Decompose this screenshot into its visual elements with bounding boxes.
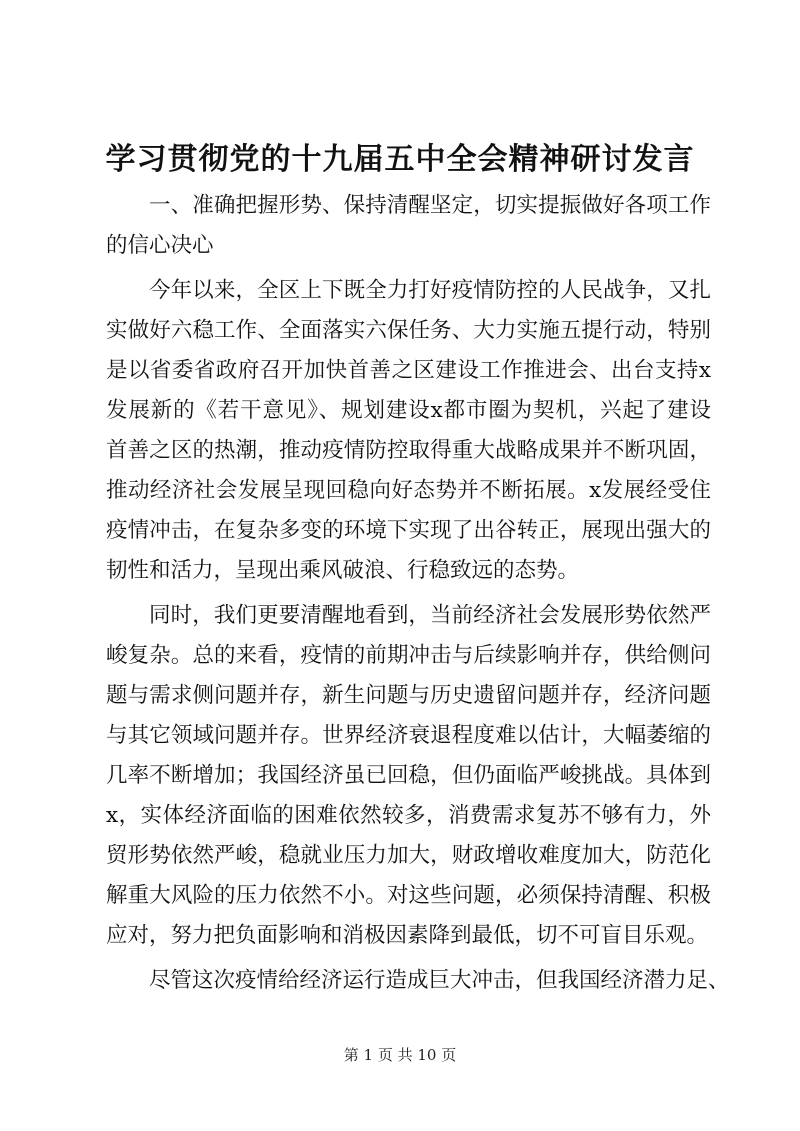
text-line: 首善之区的热潮，推动疫情防控取得重大战略成果并不断巩固， (106, 438, 711, 463)
text-line: 发展新的《若干意见》、规划建设x都市圈为契机，兴起了建设 (106, 398, 711, 423)
text-line: 是以省委省政府召开加快首善之区建设工作推进会、出台支持x (106, 358, 711, 383)
text-line: x，实体经济面临的困难依然较多，消费需求复苏不够有力，外 (106, 803, 711, 828)
text-line: 的信心决心 (106, 233, 214, 258)
text-line: 一、准确把握形势、保持清醒坚定，切实提振做好各项工作 (149, 193, 711, 218)
text-line: 几率不断增加；我国经济虽已回稳，但仍面临严峻挑战。具体到 (106, 763, 711, 788)
text-line: 尽管这次疫情给经济运行造成巨大冲击，但我国经济潜力足、 (149, 968, 730, 993)
text-line: 推动经济社会发展呈现回稳向好态势并不断拓展。x发展经受住 (106, 478, 711, 503)
text-line: 应对，努力把负面影响和消极因素降到最低，切不可盲目乐观。 (106, 923, 709, 948)
text-line: 解重大风险的压力依然不小。对这些问题，必须保持清醒、积极 (106, 883, 711, 908)
text-line: 题与需求侧问题并存，新生问题与历史遗留问题并存，经济问题 (106, 683, 711, 708)
text-line: 与其它领域问题并存。世界经济衰退程度难以估计，大幅萎缩的 (106, 723, 711, 748)
text-line: 峻复杂。总的来看，疫情的前期冲击与后续影响并存，供给侧问 (106, 643, 711, 668)
paragraph (106, 271, 711, 591)
text-line: 实做好六稳工作、全面落实六保任务、大力实施五提行动，特别 (106, 318, 711, 343)
paragraph (106, 596, 711, 956)
text-line: 今年以来，全区上下既全力打好疫情防控的人民战争，又扎 (149, 278, 711, 303)
paragraph (106, 186, 711, 266)
document-body (106, 186, 730, 1001)
document-title: 学习贯彻党的十九届五中全会精神研讨发言 (105, 142, 695, 177)
text-line: 同时，我们更要清醒地看到，当前经济社会发展形势依然严 (149, 603, 711, 628)
text-line: 疫情冲击，在复杂多变的环境下实现了出谷转正，展现出强大的 (106, 518, 711, 543)
paragraph (106, 961, 730, 1001)
text-line: 韧性和活力，呈现出乘风破浪、行稳致远的态势。 (106, 558, 580, 583)
page-number-footer: 第 1 页 共 10 页 (343, 1046, 457, 1064)
text-line: 贸形势依然严峻，稳就业压力加大，财政增收难度加大，防范化 (106, 843, 711, 868)
